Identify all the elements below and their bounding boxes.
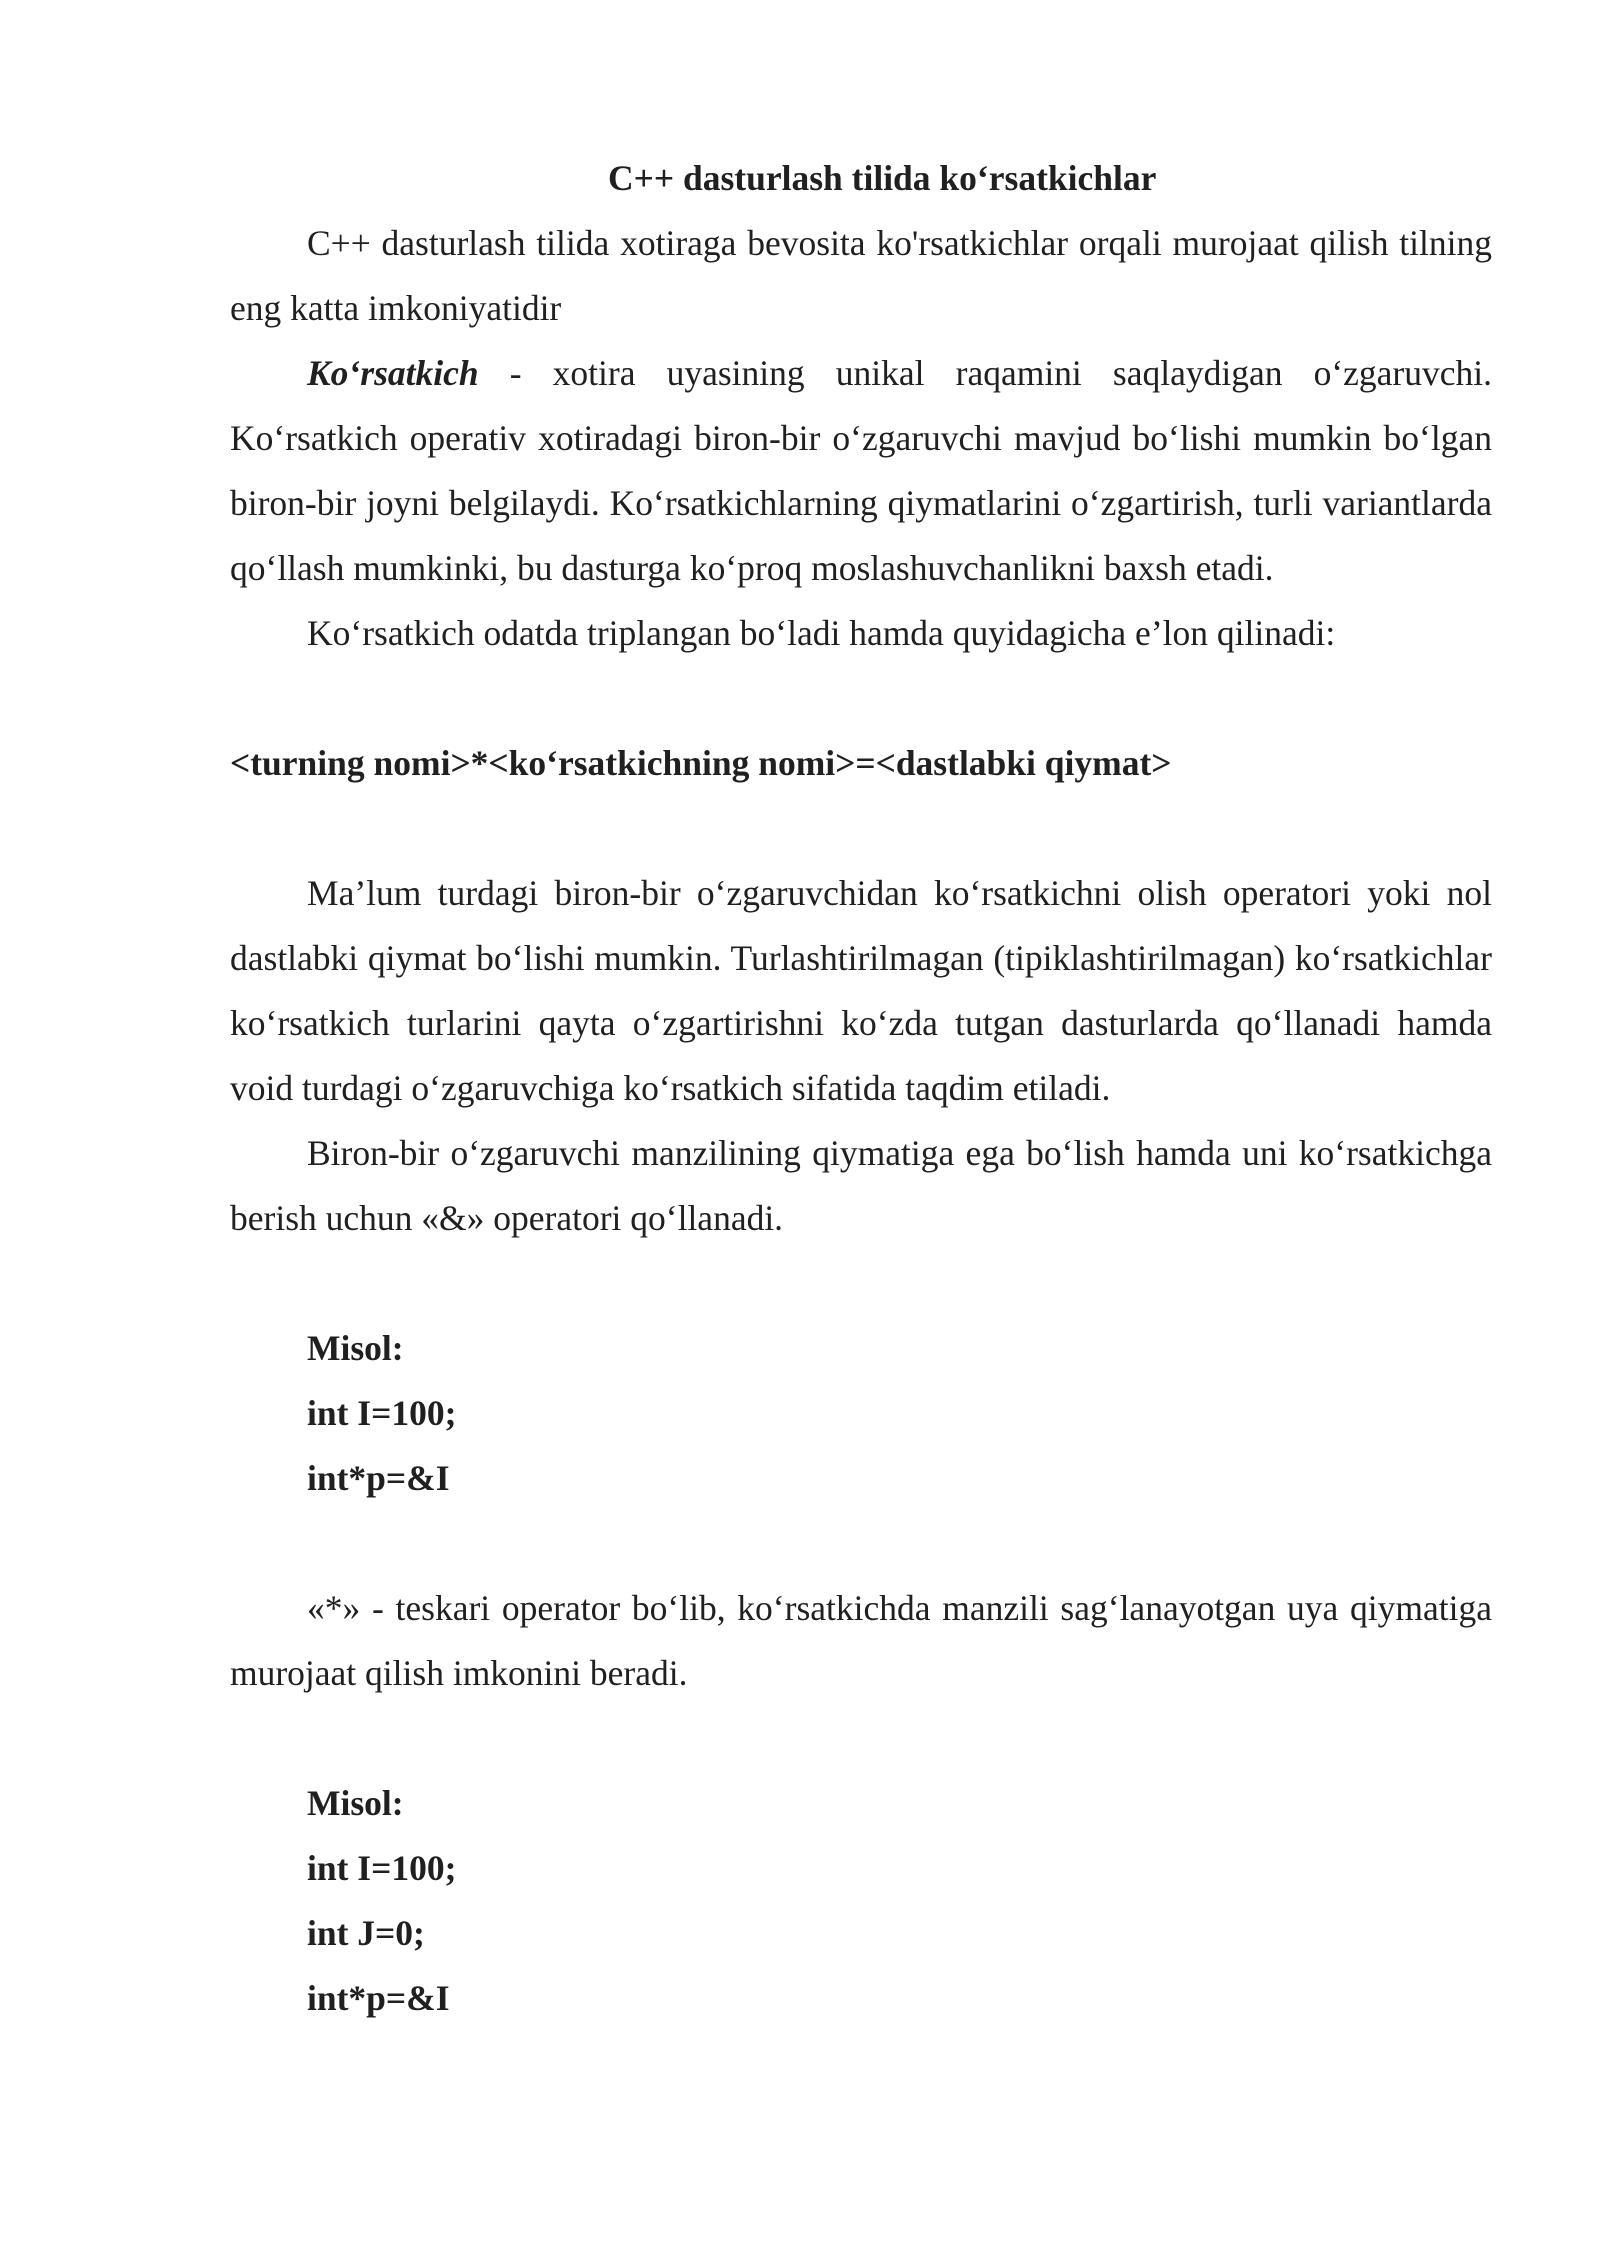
address-operator-paragraph: Biron-bir o‘zgaruvchi manzilining qiymatiga ega bo‘lish hamda uni ko‘rsatkichga berish uchun «&» operatori qo‘llanadi. bbox=[230, 1133, 1492, 1238]
blank-line bbox=[230, 666, 1492, 731]
declaration-syntax: <turning nomi>*<ko‘rsatkichning nomi>=<dastlabki qiymat> bbox=[230, 743, 1172, 783]
blank-line bbox=[230, 1706, 1492, 1771]
example-2-line-3: int*p=&I bbox=[307, 1978, 450, 2018]
blank-line bbox=[230, 1511, 1492, 1576]
example-2-line-1: int I=100; bbox=[307, 1848, 457, 1888]
example-1-line-2: int*p=&I bbox=[307, 1458, 450, 1498]
definition-text: - xotira uyasining unikal raqamini saqlaydigan o‘zgaruvchi. Ko‘rsatkich operativ xotiradagi biron-bir o‘zgaruvchi mavjud bo‘lishi mumkin bo‘lgan biron-bir joyni belgilaydi. Ko‘rsatkichlarning qiymatlarini o‘zgartirish, turli variantlarda qo‘llash mumkinki, bu dasturga ko‘proq moslashuvchanlikni baxsh etadi. bbox=[230, 353, 1492, 588]
blank-line bbox=[230, 796, 1492, 861]
example-2-label: Misol: bbox=[307, 1783, 404, 1823]
document-body bbox=[230, 146, 1492, 2031]
blank-line bbox=[230, 1251, 1492, 1316]
intro-paragraph: C++ dasturlash tilida xotiraga bevosita ko'rsatkichlar orqali murojaat qilish tilning eng katta imkoniyatidir bbox=[230, 223, 1492, 328]
definition-paragraph bbox=[230, 341, 1492, 601]
initial-value-paragraph: Ma’lum turdagi biron-bir o‘zgaruvchidan ko‘rsatkichni olish operatori yoki nol dastlabki qiymat bo‘lishi mumkin. Turlashtirilmagan (tipiklashtirilmagan) ko‘rsatkichlar ko‘rsatkich turlarini qayta o‘zgartirishni ko‘zda tutgan dasturlarda qo‘llanadi hamda void turdagi o‘zgaruvchiga ko‘rsatkich sifatida taqdim etiladi. bbox=[230, 873, 1492, 1108]
definition-term: Ko‘rsatkich bbox=[307, 353, 479, 393]
dereference-paragraph: «*» - teskari operator bo‘lib, ko‘rsatkichda manzili sag‘lanayotgan uya qiymatiga murojaat qilish imkonini beradi. bbox=[230, 1588, 1492, 1693]
page-title: C++ dasturlash tilida ko‘rsatkichlar bbox=[608, 158, 1157, 198]
declaration-intro: Ko‘rsatkich odatda triplangan bo‘ladi hamda quyidagicha e’lon qilinadi: bbox=[307, 613, 1336, 653]
example-1-line-1: int I=100; bbox=[307, 1393, 457, 1433]
example-2-line-2: int J=0; bbox=[307, 1913, 425, 1953]
example-1-label: Misol: bbox=[307, 1328, 404, 1368]
